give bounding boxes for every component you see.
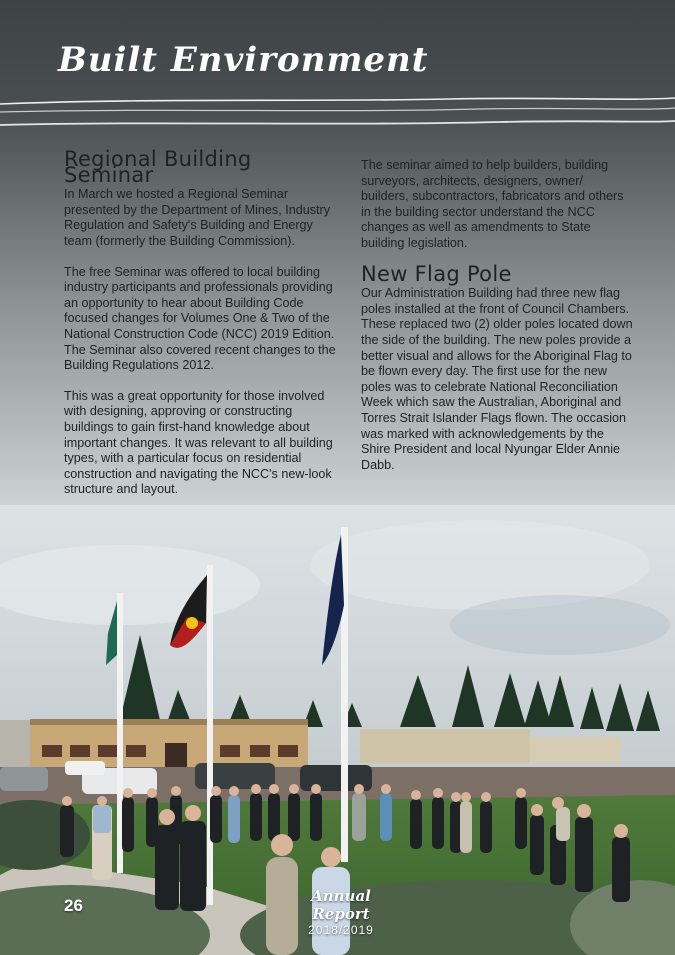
right-column (361, 158, 633, 488)
seminar-aim-paragraph: The seminar aimed to help builders, building surveyors, architects, designers, owner/ builders, subcontractors, fabricators and others in the building sector understand the NCC changes as well as amendments to State building legislation. (361, 158, 624, 250)
annual-report-title: Annual Report (311, 887, 371, 923)
left-column (64, 147, 336, 513)
annual-report-label (296, 887, 386, 937)
brush-divider (0, 92, 675, 138)
page-title: Built Environment (58, 40, 429, 80)
seminar-paragraph-3: This was a great opportunity for those involved with designing, approving or constructing buildings to gain first-hand knowledge about important changes. It was relevant to all building types, with a particular focus on residential construction and navigating the NCC's new-look structure and layout. (64, 388, 333, 497)
page-number: 26 (64, 896, 83, 915)
seminar-paragraph-2: The free Seminar was offered to local building industry participants and professionals providing an opportunity to hear about Building Code focused changes for Volumes One & Two of the National Construction Code (NCC) 2019 Edition. The Seminar also covered recent changes to the Building Regulations 2012. (64, 264, 336, 373)
seminar-paragraph-1: In March we hosted a Regional Seminar presented by the Department of Mines, Industry Regulation and Safety's Building and Energy team (formerly the Building Commission). (64, 187, 331, 248)
annual-report-year: 2018/2019 (308, 923, 374, 937)
new-flag-pole-heading: New Flag Pole (361, 261, 512, 286)
regional-seminar-heading: Regional Building Seminar (64, 147, 252, 187)
flag-pole-paragraph: Our Administration Building had three new flag poles installed at the front of Council Chambers. These replaced two (2) older poles located down the side of the building. The new poles provide a better visual and allows for the Aboriginal Flag to be flown every day. The first use for the new poles was to celebrate National Reconciliation Week which saw the Australian, Aboriginal and Torres Strait Islander Flags flown. The occasion was marked with acknowledgements by the Shire President and local Nyungar Elder Annie Dabb. (361, 286, 633, 472)
